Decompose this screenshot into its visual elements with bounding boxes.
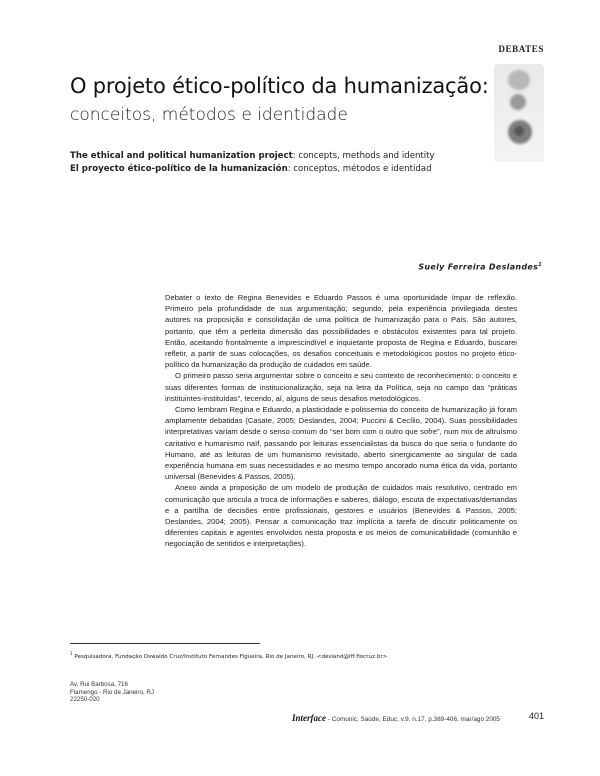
footnote-divider <box>70 643 260 644</box>
address-line: 22250-020 <box>70 696 100 704</box>
spanish-title: El proyecto ético-político de la humanización: conceptos, métodos e identidad <box>70 163 432 174</box>
article-subtitle: conceitos, métodos e identidade <box>70 105 348 125</box>
journal-footer <box>292 713 500 723</box>
paragraph: Debater o texto de Regina Benevides e Eduardo Passos é uma oportunidade ímpar de reflexão. Primeiro pela profundidade de sua argumentação; segundo, pela experiência privilegiada destes autores na proposição e consolidação de uma política de humanização para o País. São autores, portanto, que têm a perfeita dimensão das possibilidades e obstáculos existentes para tal projeto. Então, aceitando frontalmente a imprescindível e inquietante proposta de Regina e Eduardo, buscarei refletir, a partir de suas colocações, os desafios conceituais e metodológicos postos no projeto ético-político da humanização da produção de cuidados em saúde. <box>165 293 517 370</box>
article-title: O projeto ético-político da humanização: <box>70 74 489 98</box>
footnote: $^1$ Pesquisadora, Fundação Oswaldo Cruz/Instituto Fernandes Figueira, Rio de Janeiro, RJ. <desland@iff.fiocruz.br> <box>70 651 388 660</box>
author-name: Suely Ferreira Deslandes$^1$ <box>418 262 542 272</box>
journal-brand: Interface <box>292 713 327 723</box>
paragraph: Anexo ainda a proposição de um modelo de produção de cuidados mais resolutivo, centrado em comunicação que articula a troca de informações e saberes, diálogo, escuta de expectativas/demandas e a partilha de decisões entre profissionais, gestores e usuários (Benevides & Passos, 2005; Deslandes, 2004; 2005). Pensar a comunicação traz implícita a tarefa de discutir politicamente os diferentes capitais e agentes envolvidos nesta proposta e os meios de comunicabilidade (comunhão e negociação de sentidos e interpretações). <box>165 483 517 549</box>
alternate-titles <box>70 150 490 175</box>
english-title: The ethical and political humanization project: concepts, methods and identity <box>70 151 435 161</box>
paragraph: Como lembram Regina e Eduardo, a plasticidade e polissemia do conceito de humanização já foram amplamente debatidas (Casate, 2005; Deslandes, 2004; Puccini & Cecílio, 2004). Suas possibilidades interpretativas variam desde o senso comum do “ser bom com o outro que sofre”, num mix de altruísmo caritativo e humanismo naïf, passando por leituras essencialistas da busca do que seria o fundante do Humano, até as leituras de um humanismo revisitado, aberto sinergicamente ao singular de cada experiência humana em suas necessidades e ao mesmo tempo ancorado numa ética da vida, portanto universal (Benevides & Passos, 2005). <box>165 405 517 482</box>
address-block <box>70 681 220 704</box>
address-line: Av. Rui Barbosa, 716 <box>70 681 128 688</box>
journal-citation: - Comunic, Saúde, Educ, v.9, n.17, p.389-406, mar/ago 2005 <box>327 716 500 723</box>
decorative-image <box>494 64 544 162</box>
paragraph: O primeiro passo seria argumentar sobre o conceito e seu contexto de reconhecimento; o conceito e suas diferentes formas de institucionalização, seja na letra da Política, seja no campo das “práticas instituintes-instituídas”, tecendo, aí, alguns de seus desafios metodológicos. <box>165 371 517 403</box>
article-body <box>165 292 517 550</box>
section-label: DEBATES <box>498 44 544 54</box>
address-line: Flamengo - Rio de Janeiro, RJ <box>70 688 154 696</box>
page-number: 401 <box>528 711 544 721</box>
